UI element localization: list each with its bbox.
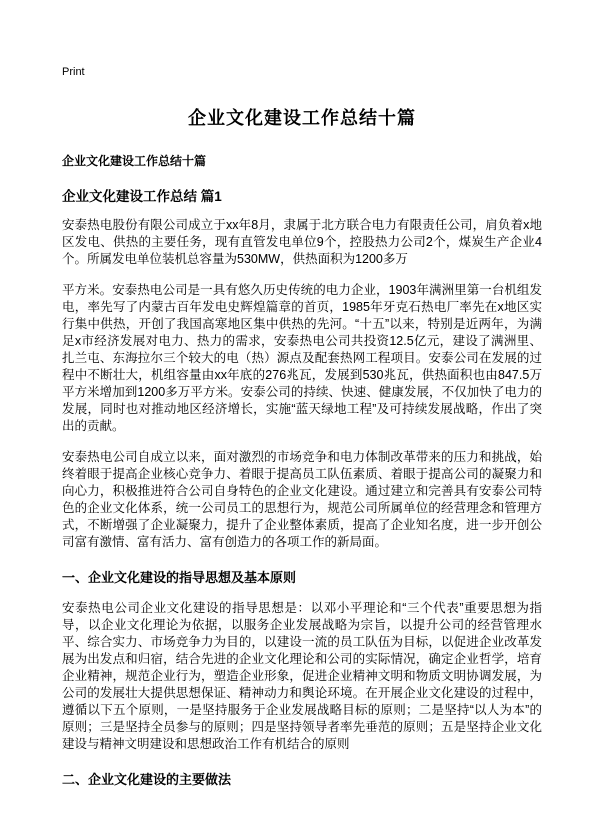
paragraph-culture: 安泰热电公司自成立以来，面对激烈的市场竞争和电力体制改革带来的压力和挑战，始终着眼于提高企业核心竞争力、着眼于提高员工队伍素质、着眼于提高公司的凝聚力和向心力，积极推进符合公司自身特色的企业文化建设。通过建立和完善具有安泰公司特色的企业文化体系，统一公司员工的思想行为，规范公司所属单位的经营理念和管理方式，不断增强了企业凝聚力，提升了企业整体素质，提高了企业知名度，进一步开创公司富有激情、富有活力、富有创造力的各项工作的新局面。 xyxy=(62,450,542,549)
document-subtitle: 企业文化建设工作总结十篇 xyxy=(62,154,207,168)
document-title: 企业文化建设工作总结十篇 xyxy=(188,108,416,128)
paragraph-guiding-principles: 安泰热电公司企业文化建设的指导思想是：以邓小平理论和“三个代表”重要思想为指导，以企业文化理论为依据，以服务企业发展战略为宗旨，以提升公司的经营管理水平、综合实力、市场竞争力为目的，以建设一流的员工队伍为目标，以促进企业改革发展为出发点和归宿，结合先进的企业文化理论和公司的实际情况，确定企业哲学，培育企业精神，规范企业行为，塑造企业形象，促进企业精神文明和物质文明协调发展，为公司的发展壮大提供思想保证、精神动力和舆论环境。在开展企业文化建设的过程中，遵循以下五个原则，一是坚持服务于企业发展战略目标的原则；二是坚持“以人为本”的原则；三是坚持全员参与的原则；四是坚持领导者率先垂范的原则；五是坚持企业文化建设与精神文明建设和思想政治工作有机结合的原则 xyxy=(62,601,542,751)
paragraph-intro: 安泰热电股份有限公司成立于xx年8月，隶属于北方联合电力有限责任公司，肩负着x地区发电、供热的主要任务，现有直管发电单位9个，控股热力公司2个，煤炭生产企业4个。所属发电单位装机总容量为530MW，供热面积为1200多万 xyxy=(62,218,542,266)
section-heading-part1: 企业文化建设工作总结 篇1 xyxy=(62,189,222,204)
paragraph-history: 平方米。安泰热电公司是一具有悠久历史传统的电力企业，1903年满洲里第一台机组发电，率先写了内蒙古百年发电史辉煌篇章的首页，1985年牙克石热电厂率先在x地区实行集中供热，开创了我国高寒地区集中供热的先河。“十五”以来，特别是近两年，为满足x市经济发展对电力、热力的需求，安泰热电公司共投资12.5亿元，建设了满洲里、扎兰屯、东海拉尔三个较大的电（热）源点及配套热网工程项目。安泰公司在发展的过程中不断壮大，机组容量由xx年底的276兆瓦，发展到530兆瓦，供热面积也由847.5万平方米增加到1200多万平方米。安泰公司的持续、快速、健康发展，不仅加快了电力的发展，同时也对推动地区经济增长，实施“蓝天绿地工程”及可持续发展战略，作出了突出的贡献。 xyxy=(62,283,542,433)
heading-guiding-principles: 一、企业文化建设的指导思想及基本原则 xyxy=(62,570,297,585)
heading-main-practices: 二、企业文化建设的主要做法 xyxy=(62,772,232,787)
print-link[interactable]: Print xyxy=(62,66,85,78)
